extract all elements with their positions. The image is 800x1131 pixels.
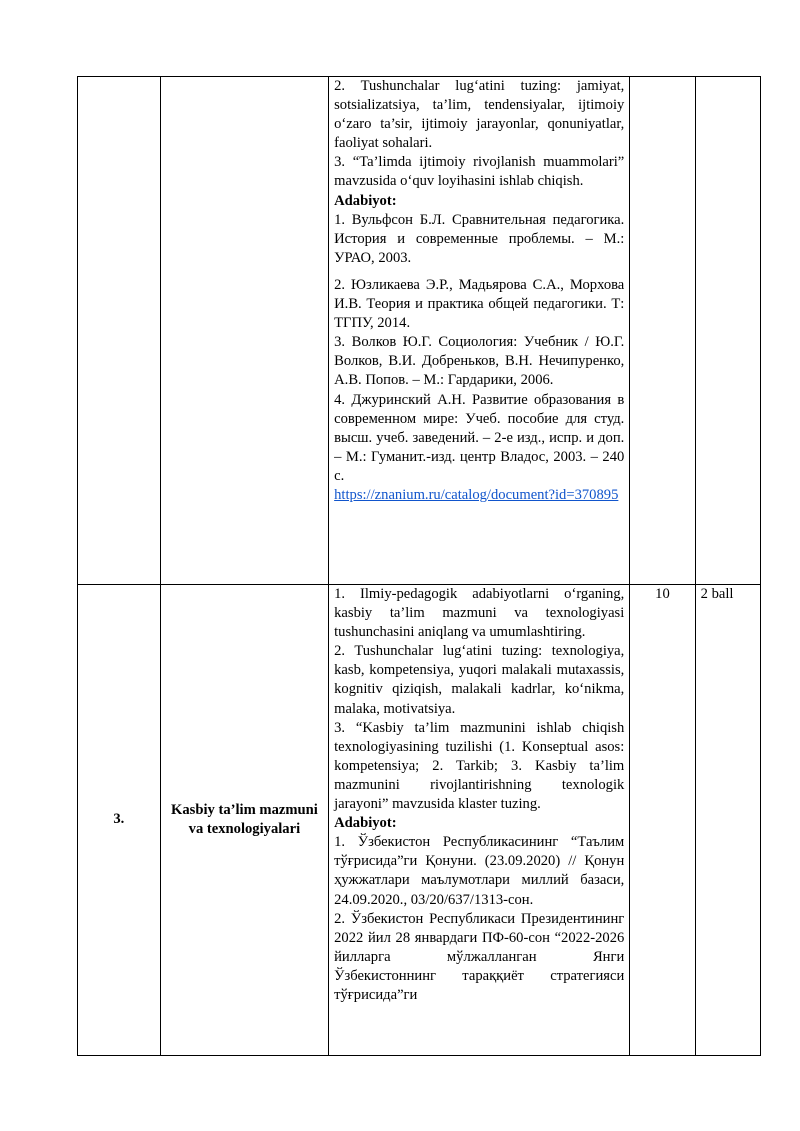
task-item: 1. Ilmiy-pedagogik adabiyotlarni o‘rganing, kasbiy ta’lim mazmuni va texnologiyasi tushunchasini aniqlang va umumlashtiring. [334,586,625,641]
literature-item: 4. Джуринский А.Н. Развитие образования в современном мире: Учеб. пособие для студ. высш. учеб. заведений. – 2-е изд., испр. и доп. – М.: Гуманит.-изд. центр Владос, 2003. – 240 с. [334,391,625,484]
task-item: 2. Tushunchalar lug‘atini tuzing: texnologiya, kasb, kompetensiya, yuqori malakali mutaxassis, kognitiv qiziqish, malakali kadrlar, ko‘nikma, malaka, motivatsiya. [334,643,625,717]
literature-item: 2. Ўзбекистон Республикаси Президентининг 2022 йил 28 январдаги ПФ-60-сон “2022-2026 йилларга мўлжалланган Янги Ўзбекистоннинг тараққиёт стратегияси тўғрисида”ги [334,910,625,1003]
topic-cell [160,77,328,585]
literature-item: 1. Вульфсон Б.Л. Сравнительная педагогика. История и современные проблемы. – М.: УРАО, 2003. [334,211,625,266]
literature-item: 1. Ўзбекистон Республикасининг “Таълим тўғрисида”ги Қонуни. (23.09.2020) // Қонун ҳужжатлари маълумотлари миллий базаси, 24.09.2020., 03/20/637/1313-сон. [334,834,625,908]
hours-cell [630,77,695,585]
spacer [334,268,624,276]
topic-cell: Kasbiy ta’lim mazmuni va texnologiyalari [160,585,328,1056]
hours-cell: 10 [630,585,695,1056]
row-number-cell [78,77,161,585]
row-number-cell: 3. [78,585,161,1056]
task-item: 3. “Kasbiy ta’lim mazmunini ishlab chiqish texnologiyasining tuzilishi (1. Konseptual asos: kompetensiya; 2. Tarkib; 3. Kasbiy ta’lim mazmunini rivojlantirishning texnologik jarayoni” mavzusida klaster tuzing. [334,719,625,813]
literature-item: 3. Волков Ю.Г. Социология: Учебник / Ю.Г. Волков, В.И. Добреньков, В.Н. Нечипуренко, А.В. Попов. – М.: Гардарики, 2006. [334,334,625,389]
table-row [78,585,761,1056]
task-item: 2. Tushunchalar lug‘atini tuzing: jamiyat, sotsializatsiya, ta’lim, tendensiyalar, ijtimoiy o‘zaro ta’sir, ijtimoiy jarayonlar, qonuniyatlar, faoliyat sohalari. [334,78,625,152]
task-item: 3. “Ta’limda ijtimoiy rivojlanish muammolari” mavzusida o‘quv loyihasini ishlab chiqish. [334,154,625,190]
content-cell [329,77,630,585]
table-row [78,77,761,585]
score-cell: 2 ball [695,585,760,1056]
literature-heading: Adabiyot: [334,192,397,209]
literature-item: 2. Юзликаева Э.Р., Мадьярова С.А., Морхова И.В. Теория и практика общей педагогики. Т: ТГПУ, 2014. [334,276,625,332]
syllabus-table [77,76,761,1056]
literature-heading: Adabiyot: [334,815,397,832]
literature-link[interactable]: https://znanium.ru/catalog/document?id=370895 [334,486,619,503]
content-cell [329,585,630,1056]
score-cell [695,77,760,585]
